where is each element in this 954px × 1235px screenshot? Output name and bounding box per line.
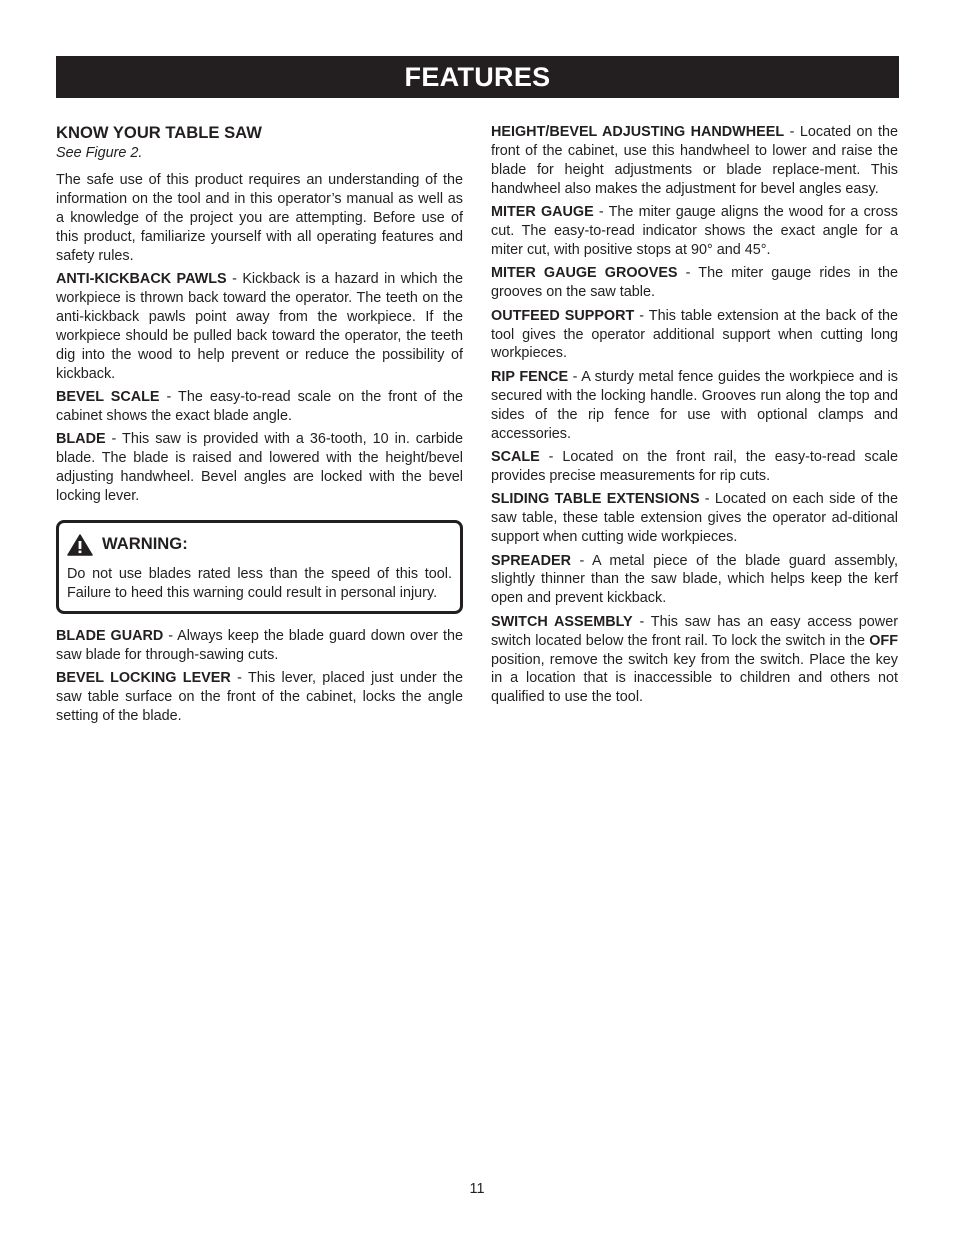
feature-description: - Always keep the blade guard down over the saw blade for through-sawing cuts.	[56, 627, 463, 663]
feature-term: BEVEL LOCKING LEVER	[56, 670, 231, 687]
feature-term: SLIDING TABLE EXTENSIONS	[491, 491, 700, 508]
feature-term: MITER GAUGE GROOVES	[491, 265, 678, 282]
warning-box	[56, 520, 463, 614]
feature-term: HEIGHT/BEVEL ADJUSTING HANDWHEEL	[491, 124, 785, 140]
feature-description: - The miter gauge aligns the wood for a cross cut. The easy-to-read indicator shows the exact angle for a miter cut, with positive stops at 90° and 45°.	[491, 204, 898, 258]
feature-term: RIP FENCE	[491, 368, 569, 385]
warning-text: Do not use blades rated less than the speed of this tool. Failure to heed this warning could result in personal injury.	[67, 565, 452, 601]
feature-description: - Located on the front rail, the easy-to-read scale provides precise measurements for rip cuts.	[491, 449, 898, 484]
left-column	[56, 122, 463, 730]
feature-term: BEVEL SCALE	[56, 388, 160, 405]
feature-description: - This saw is provided with a 36-tooth, 10 in. carbide blade. The blade is raised and lowered with the height/bevel adjusting handwheel. Bevel angles are locked with the bevel locking lever.	[56, 431, 463, 504]
feature-description: - Kickback is a hazard in which the workpiece is thrown back toward the operator. The teeth on the anti-kickback pawls point away from the workpiece. If the workpiece should be pulled back toward the operator, the teeth dig into the wood to help prevent or reduce the possibility of kickback.	[56, 271, 463, 382]
feature-item-switch-assembly	[491, 613, 898, 708]
feature-description: - This lever, placed just under the saw table surface on the front of the cabinet, locks the angle setting of the blade.	[56, 670, 463, 725]
feature-term: BLADE	[56, 431, 106, 448]
page-title: FEATURES	[404, 61, 551, 92]
feature-item-bevel-locking-lever	[56, 669, 463, 726]
warning-title: WARNING:	[102, 534, 188, 554]
feature-description: - Located on the front of the cabinet, use this handwheel to lower and raise the blade for height adjustments or blade replace-ment. This handwheel also makes the adjustment for bevel angles easy.	[491, 124, 898, 197]
feature-item-height-bevel-handwheel	[491, 123, 898, 199]
figure-reference: See Figure 2.	[56, 145, 143, 161]
feature-term: SPREADER	[491, 552, 571, 569]
feature-term: MITER GAUGE	[491, 204, 594, 221]
feature-term: ANTI-KICKBACK PAWLS	[56, 271, 227, 288]
feature-description: - The miter gauge rides in the grooves on the saw table.	[491, 265, 898, 301]
feature-description: - This saw has an easy access power switch located below the front rail. To lock the switch in the	[491, 613, 899, 649]
feature-item-scale	[491, 448, 898, 486]
feature-description-continued: position, remove the switch key from the switch. Place the key in a location that is inaccessible to children and others not qualified to use the tool.	[491, 651, 898, 706]
feature-item-miter-gauge-grooves	[491, 264, 898, 302]
feature-description: - The easy-to-read scale on the front of the cabinet shows the exact blade angle.	[56, 388, 463, 424]
off-keyword: OFF	[869, 632, 898, 649]
feature-term: SWITCH ASSEMBLY	[491, 613, 633, 630]
feature-description: - This table extension at the back of the tool gives the operator additional support when cutting long workpieces.	[491, 307, 898, 362]
feature-item-spreader	[491, 552, 898, 609]
warning-header	[67, 534, 452, 556]
feature-item-outfeed-support	[491, 307, 898, 364]
feature-term: OUTFEED SUPPORT	[491, 307, 635, 324]
page-title-banner	[56, 56, 899, 98]
intro-paragraph: The safe use of this product requires an understanding of the information on the tool and in this operator’s manual as well as a knowledge of the project you are attempting. Before use of this product, familiarize yourself with all operating features and safety rules.	[56, 172, 463, 264]
feature-description: - A metal piece of the blade guard assembly, slightly thinner than the saw blade, which helps keep the kerf open and prevent kickback.	[491, 552, 898, 607]
feature-item-blade-guard	[56, 627, 463, 665]
feature-item-anti-kickback-pawls	[56, 270, 463, 383]
feature-item-rip-fence	[491, 368, 898, 444]
section-title: KNOW YOUR TABLE SAW	[56, 123, 262, 142]
right-column	[491, 123, 898, 712]
feature-description: - A sturdy metal fence guides the workpiece and is secured with the locking handle. Grooves run along the top and sides of the rip fence for use with optional clamps and accessories.	[491, 368, 898, 442]
feature-item-bevel-scale	[56, 388, 463, 426]
warning-triangle-icon	[67, 534, 93, 556]
feature-item-blade	[56, 430, 463, 506]
feature-term: BLADE GUARD	[56, 627, 164, 644]
page-number: 11	[469, 1181, 485, 1197]
feature-item-sliding-table-extensions	[491, 490, 898, 547]
feature-description: - Located on each side of the saw table, these table extension gives the operator ad-ditional support when cutting wide workpieces.	[491, 491, 899, 546]
feature-item-miter-gauge	[491, 203, 898, 260]
feature-term: SCALE	[491, 449, 540, 465]
